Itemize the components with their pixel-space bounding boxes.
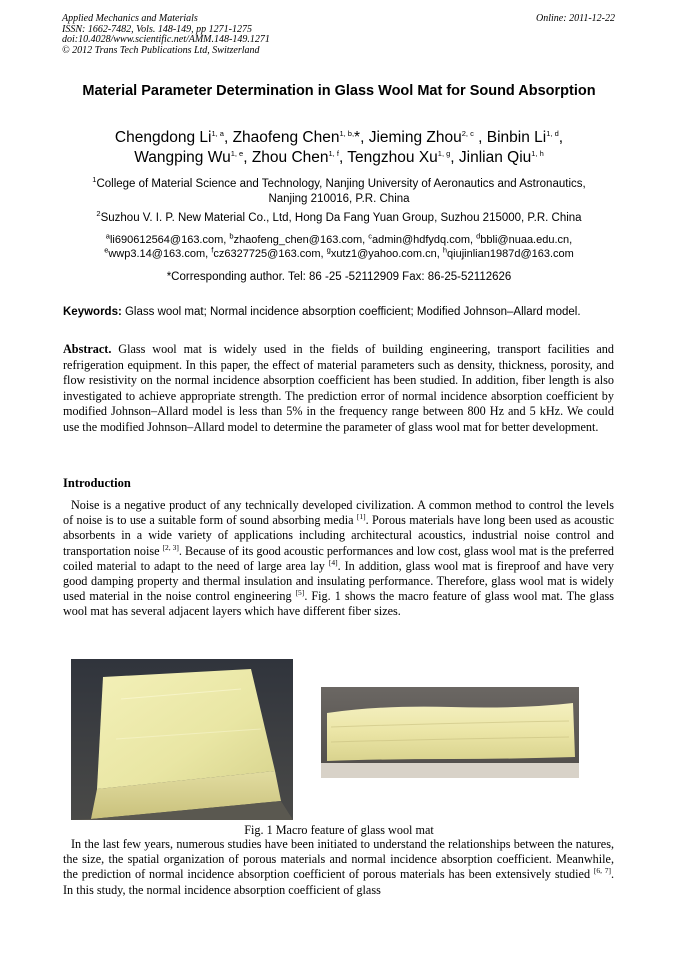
affiliation-text: Suzhou V. I. P. New Material Co., Ltd, Hong Da Fang Yuan Group, Suzhou 215000, P.R. China: [100, 212, 582, 224]
citation: [5]: [295, 588, 305, 598]
intro-paragraph: [63, 498, 614, 620]
email-address: li690612564@163.com,: [109, 234, 230, 246]
email-marker: f: [211, 245, 214, 255]
affiliation-2: [60, 211, 618, 226]
author-name: , Zhaofeng Chen: [223, 129, 340, 146]
author-separator: ,: [558, 129, 564, 146]
author-name: Wangping Wu: [134, 149, 231, 166]
author-affiliation: 1, a: [211, 128, 224, 138]
citation: [1]: [356, 512, 366, 522]
author-affiliation: 1, d: [546, 128, 559, 138]
corresponding-mark: *: [354, 129, 361, 146]
abstract-text: Glass wool mat is widely used in the fields of building engineering, transport facilities and refrigeration equipment. In this paper, the effect of material parameters such as density, thickness, porosity, and flow resistivity on the normal incidence absorption coefficient has been studied. In addition, fiber length is also investigated to achieve appropriate strength. The prediction error of normal incidence absorption coefficient by modified Johnson–Allard model is less than 5% in the frequency range between 800 Hz and 5 kHz. We could use the modified Johnson–Allard model to determine the parameter of glass wool mat for better development.: [63, 342, 614, 434]
figure-glass-wool-block: [71, 659, 293, 820]
email-address: cz6327725@163.com,: [213, 248, 327, 260]
affiliation-number: 2: [96, 209, 101, 219]
keywords-text: Glass wool mat; Normal incidence absorption coefficient; Modified Johnson–Allard model.: [121, 306, 581, 318]
author-name: , Jinlian Qiu: [450, 149, 532, 166]
figure-glass-wool-side: [321, 687, 579, 778]
author-affiliation: 1, b,: [339, 128, 355, 138]
author-name: , Tengzhou Xu: [338, 149, 438, 166]
affiliation-number: 1: [92, 175, 97, 185]
online-date: Online: 2011-12-22: [536, 13, 615, 24]
author-name: , Zhou Chen: [243, 149, 329, 166]
email-marker: g: [326, 245, 331, 255]
citation: [2, 3]: [162, 542, 179, 552]
journal-name: Applied Mechanics and Materials: [62, 13, 198, 24]
author-list: [60, 128, 618, 168]
email-address: bbli@nuaa.edu.cn,: [480, 234, 573, 246]
keywords-label: Keywords:: [63, 306, 122, 318]
email-address: zhaofeng_chen@163.com,: [233, 234, 369, 246]
email-marker: b: [229, 231, 234, 241]
paragraph-text: . In this study, the normal incidence absorption coefficient of glass: [63, 867, 614, 897]
email-address: qiujinlian1987d@163.com: [447, 248, 574, 260]
paragraph-text: Noise is a negative product of any technically developed civilization. A common method to control the levels of noise is to use a suitable form of sound absorbing media: [63, 498, 614, 528]
section-heading: Introduction: [63, 476, 131, 490]
abstract-block: [63, 342, 614, 435]
author-name: , Jieming Zhou: [360, 129, 462, 146]
author-name: , Binbin Li: [473, 129, 547, 146]
paragraph-text: In the last few years, numerous studies have been initiated to understand the relationships between the natures, the size, the spatial organization of porous materials and normal incidence absorption coefficient. Meanwhile, the prediction of normal incidence absorption coefficient of porous materials has been extensively studied: [63, 837, 614, 882]
copyright-line: © 2012 Trans Tech Publications Ltd, Switzerland: [62, 44, 260, 56]
doi-line: doi:10.4028/www.scientific.net/AMM.148-149.1271: [62, 34, 270, 45]
citation: [4]: [328, 557, 338, 567]
author-affiliation: 1, h: [531, 148, 544, 158]
author-affiliation: 1, e: [230, 148, 244, 158]
paper-title: Material Parameter Determination in Glass Wool Mat for Sound Absorption: [82, 83, 596, 99]
author-name: Chengdong Li: [114, 129, 212, 146]
body-paragraph: [63, 837, 614, 898]
email-address: wwp3.14@163.com,: [108, 248, 212, 260]
paragraph-text: . In addition, glass wool mat is fireproof and have very good damping property and thermal insulation and insulating performance. Therefore, glass wool mat is widely used material in the noise control engineering: [63, 558, 614, 604]
email-marker: a: [105, 231, 110, 241]
affiliation-text: College of Material Science and Technology, Nanjing University of Aeronautics and Astronautics,: [96, 178, 586, 190]
email-marker: e: [104, 245, 109, 255]
paragraph-text: . Porous materials have long been used as acoustic absorbents in a wide variety of applications including architectural acoustics, industrial noise control and transportation noise: [63, 513, 615, 558]
affiliation-1: [60, 177, 618, 207]
corresponding-author: *Corresponding author. Tel: 86 -25 -52112909 Fax: 86-25-52112626: [166, 271, 512, 283]
paragraph-text: . Fig. 1 shows the macro feature of glass wool mat. The glass wool mat has several adjacent layers which have different fiber sizes.: [63, 589, 614, 619]
author-affiliation: 1, g: [437, 148, 451, 158]
email-marker: h: [442, 245, 448, 255]
journal-header: [62, 14, 270, 56]
keywords-block: [63, 305, 614, 320]
affiliation-text: Nanjing 210016, P.R. China: [268, 193, 410, 205]
abstract-label: Abstract.: [63, 342, 112, 356]
figure-caption: Fig. 1 Macro feature of glass wool mat: [244, 823, 434, 837]
email-address: xutz1@yahoo.com.cn,: [330, 248, 443, 260]
author-affiliation: 2, c: [461, 128, 474, 138]
citation: [6, 7]: [593, 866, 611, 876]
email-address: admin@hdfydq.com,: [372, 234, 477, 246]
author-affiliation: 1, f: [328, 148, 339, 158]
paragraph-text: . Because of its good acoustic performances and low cost, glass wool mat is the preferred coiled material to adapt to the need of large area lay: [63, 543, 614, 573]
issn-line: ISSN: 1662-7482, Vols. 148-149, pp 1271-1275: [62, 23, 252, 35]
email-marker: c: [368, 231, 373, 241]
email-marker: d: [476, 231, 481, 241]
email-list: [60, 233, 618, 261]
